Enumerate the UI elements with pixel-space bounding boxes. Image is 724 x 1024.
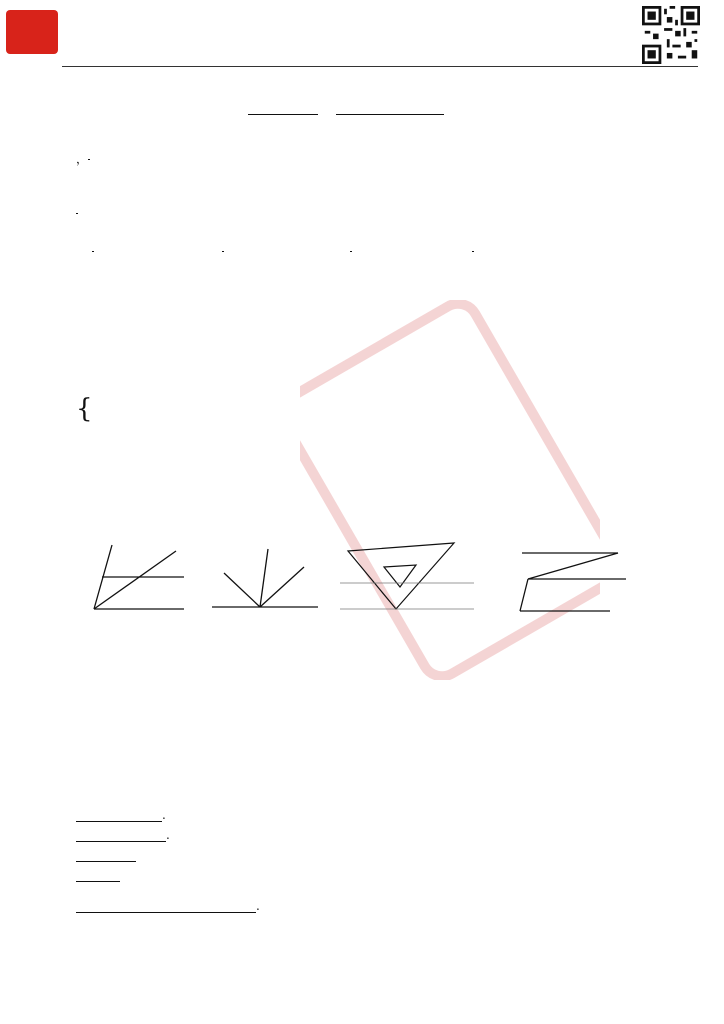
q15-blank[interactable] xyxy=(76,912,256,913)
fill-question-11: . xyxy=(76,808,166,822)
question-2-stem xyxy=(76,206,78,220)
class-field[interactable] xyxy=(248,114,318,115)
q12-blank[interactable] xyxy=(76,841,166,842)
watermark-stamp xyxy=(300,300,600,680)
name-field[interactable] xyxy=(336,114,444,115)
question-2-option-a[interactable] xyxy=(92,244,94,258)
fill-question-14 xyxy=(76,868,120,882)
fill-question-12: . xyxy=(76,828,170,842)
q11-blank[interactable] xyxy=(76,821,162,822)
qr-code-icon xyxy=(642,6,700,64)
question-2-option-b[interactable] xyxy=(222,244,224,258)
figure-7 xyxy=(84,537,194,619)
figure-10 xyxy=(492,537,642,619)
header-divider xyxy=(62,66,698,67)
student-info-line xyxy=(248,100,444,115)
fill-question-15: . xyxy=(76,899,260,913)
brand-logo xyxy=(6,10,58,54)
question-2-option-c[interactable] xyxy=(350,244,352,258)
figure-8 xyxy=(200,537,330,619)
q14-blank[interactable] xyxy=(76,881,120,882)
question-1-stem: ， xyxy=(76,152,89,166)
q13-blank[interactable] xyxy=(76,861,136,862)
footer-ad xyxy=(0,975,724,988)
header-info xyxy=(118,52,126,63)
question-5-stem: { xyxy=(76,394,93,424)
fill-question-13 xyxy=(76,848,136,862)
question-2-option-d[interactable] xyxy=(472,244,474,258)
figure-9 xyxy=(334,537,480,619)
